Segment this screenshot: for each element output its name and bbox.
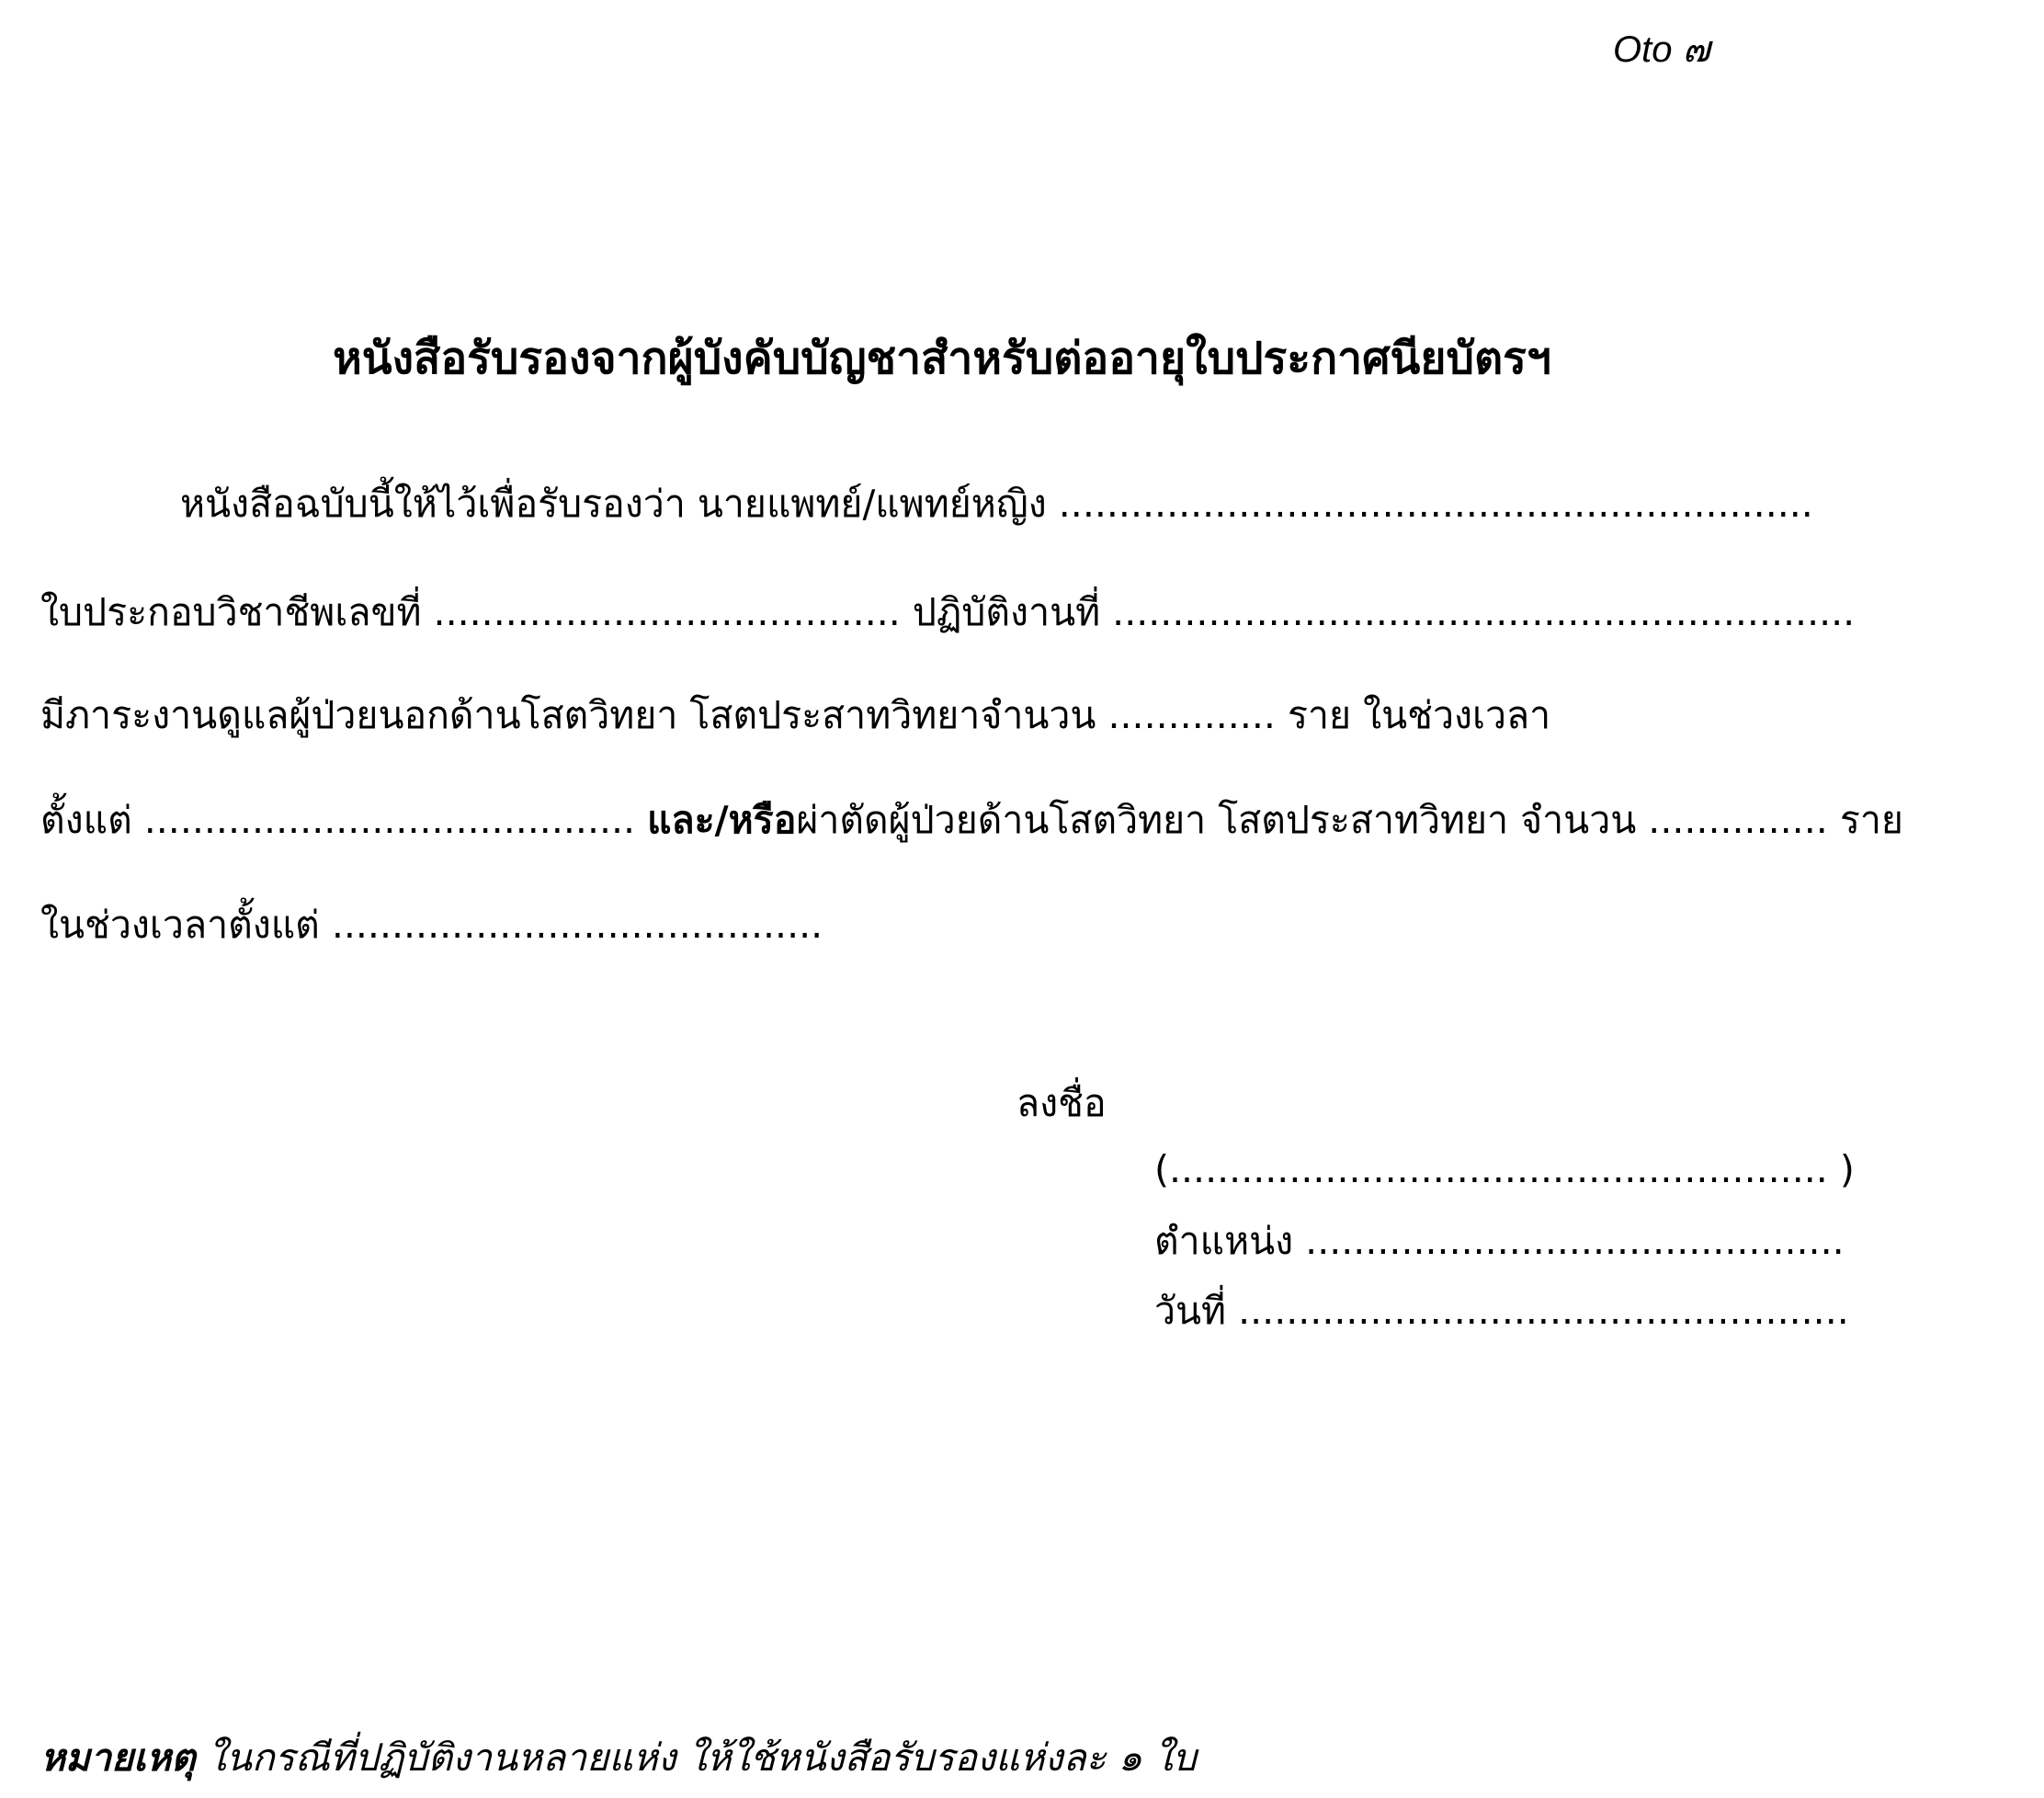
footnote — [40, 1735, 1197, 1780]
signature-name-line: (....................................................... ) — [1154, 1147, 1855, 1191]
paragraph-line-2: ใบประกอบวิชาชีพเลขที่ ....................................... ปฏิบัติงานที่ .............................................................. — [40, 590, 1856, 634]
footnote-label: หมายเหตุ — [40, 1735, 196, 1780]
paragraph-line-5: ในช่วงเวลาตั้งแต่ ......................................... — [40, 903, 823, 947]
signature-label: ลงชื่อ — [1016, 1081, 1107, 1125]
signature-date-line: วันที่ ................................................... — [1154, 1289, 1849, 1333]
and-or-emphasis: และ/หรือ — [647, 798, 797, 842]
paragraph-line-4-prefix: ตั้งแต่ ......................................... — [40, 798, 648, 842]
paragraph-line-4-suffix: ผ่าตัดผู้ป่วยด้านโสตวิทยา โสตประสาทวิทยา จำนวน ............... ราย — [796, 798, 1903, 842]
signature-position-line: ตำแหน่ง ............................................. — [1154, 1219, 1845, 1263]
paragraph-line-1: หนังสือฉบับนี้ให้ไว้เพื่อรับรองว่า นายแพทย์/แพทย์หญิง ............................................................... — [180, 482, 1813, 526]
footnote-text: ในกรณีที่ปฏิบัติงานหลายแห่ง ให้ใช้หนังสือรับรองแห่งละ ๑ ใบ — [195, 1735, 1197, 1780]
paragraph-line-3: มีภาระงานดูแลผู้ป่วยนอกด้านโสตวิทยา โสตประสาทวิทยาจำนวน .............. ราย ในช่วงเวลา — [40, 693, 1551, 737]
document-code: Oto ๗ — [1613, 29, 1710, 70]
document-title: หนังสือรับรองจากผู้บังคับบัญชาสำหรับต่ออายุใบประกาศนียบัตรฯ — [333, 333, 1551, 384]
paragraph-line-4 — [40, 798, 1903, 842]
